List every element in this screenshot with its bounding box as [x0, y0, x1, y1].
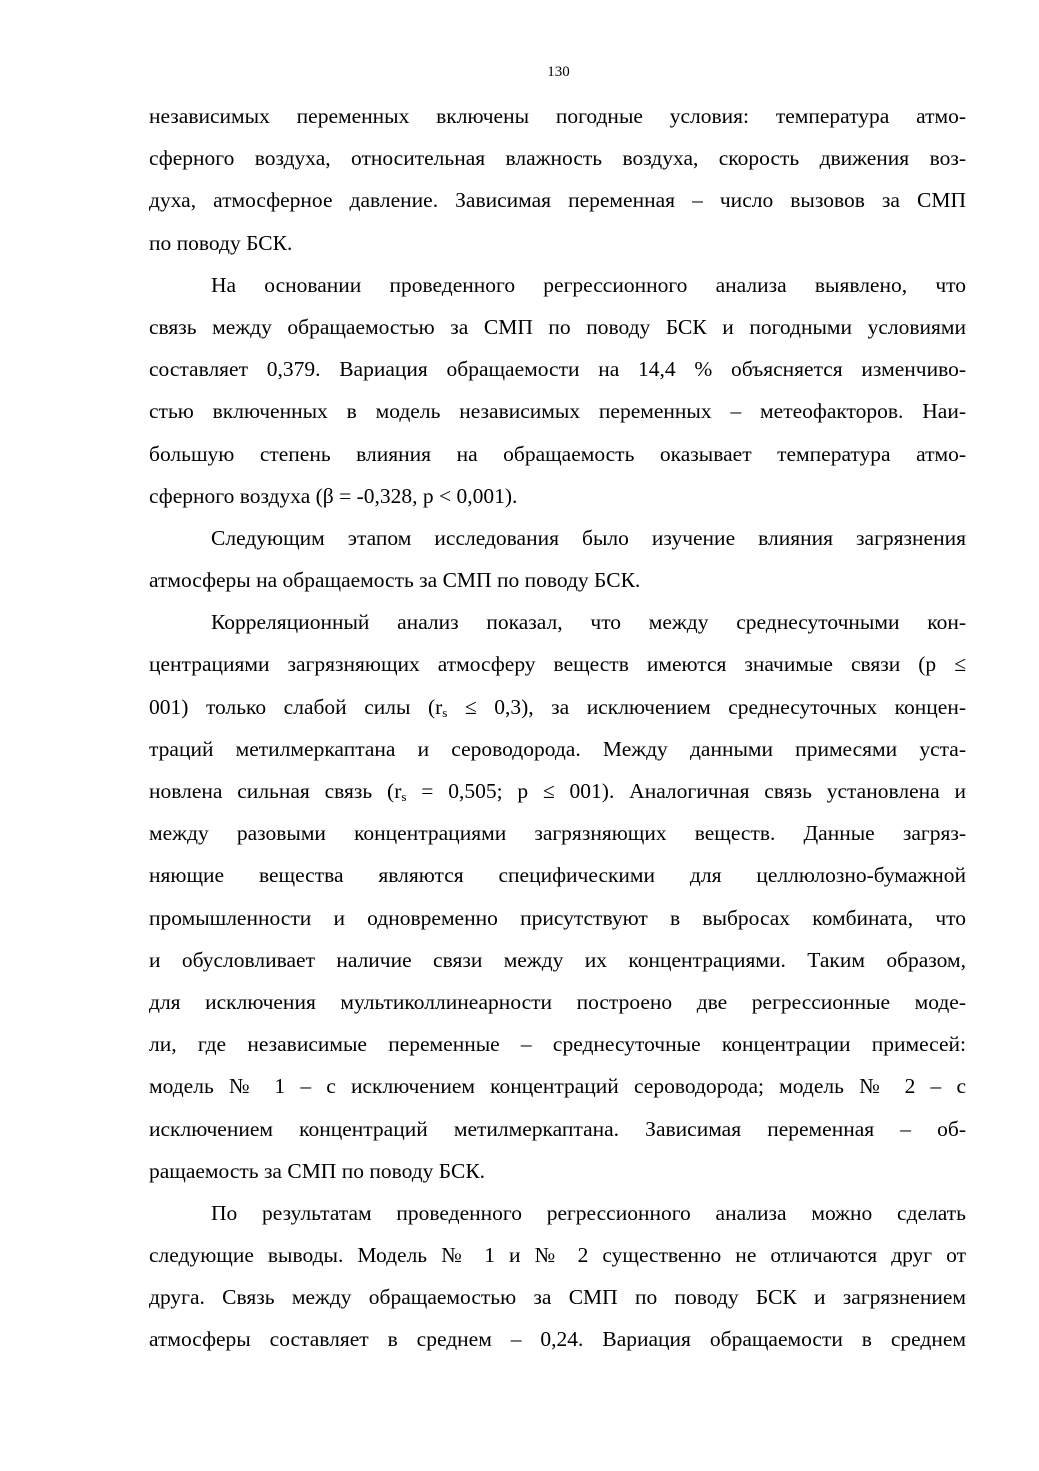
text-segment: ≤ 0,3), за исключением среднесуточных концен-	[447, 694, 966, 719]
text-line: стью включенных в модель независимых переменных – метеофакторов. Наи-	[149, 399, 966, 424]
text-line: составляет 0,379. Вариация обращаемости на 14,4 % объясняется изменчиво-	[149, 357, 966, 382]
text-line: сферного воздуха (β = -0,328, р < 0,001).	[149, 483, 518, 508]
text-line: по поводу БСК.	[149, 230, 293, 255]
text-line	[149, 770, 966, 812]
text-line: атмосферы составляет в среднем – 0,24. Вариация обращаемости в среднем	[149, 1327, 966, 1352]
document-body	[149, 95, 966, 1361]
subscript: s	[442, 704, 448, 720]
text-line: Корреляционный анализ показал, что между среднесуточными кон-	[211, 610, 966, 635]
text-line: связь между обращаемостью за СМП по поводу БСК и погодными условиями	[149, 314, 966, 339]
subscript: s	[401, 789, 407, 804]
text-line: ли, где независимые переменные – среднесуточные концентрации примесей:	[149, 1032, 966, 1057]
text-line: большую степень влияния на обращаемость оказывает температура атмо-	[149, 441, 966, 466]
text-line: друга. Связь между обращаемостью за СМП по поводу БСК и загрязнением	[149, 1285, 966, 1310]
text-line: траций метилмеркаптана и сероводорода. Между данными примесями уста-	[149, 736, 966, 761]
text-line: модель № 1 – с исключением концентраций сероводорода; модель № 2 – с	[149, 1074, 966, 1099]
text-line: исключением концентраций метилмеркаптана. Зависимая переменная – об-	[149, 1116, 966, 1141]
text-line: независимых переменных включены погодные условия: температура атмо-	[149, 104, 966, 128]
text-line	[149, 686, 966, 728]
text-line: для исключения мультиколлинеарности построено две регрессионные моде-	[149, 989, 966, 1014]
text-line: няющие вещества являются специфическими для целлюлозно-бумажной	[149, 863, 966, 888]
text-line: и обусловливает наличие связи между их концентрациями. Таким образом,	[149, 947, 966, 972]
text-line: сферного воздуха, относительная влажность воздуха, скорость движения воз-	[149, 146, 966, 171]
text-line: центрациями загрязняющих атмосферу веществ имеются значимые связи (р ≤	[149, 652, 966, 677]
text-line: промышленности и одновременно присутствуют в выбросах комбината, что	[149, 905, 966, 930]
page-number: 130	[547, 64, 570, 80]
text-segment: 001) только слабой силы (r	[149, 694, 443, 719]
text-line: Следующим этапом исследования было изучение влияния загрязнения	[211, 525, 966, 550]
text-segment: новлена сильная связь (r	[149, 779, 402, 803]
text-line: духа, атмосферное давление. Зависимая переменная – число вызовов за СМП	[149, 188, 966, 213]
text-line: На основании проведенного регрессионного анализа выявлено, что	[211, 272, 966, 297]
text-segment: = 0,505; р ≤ 001). Аналогичная связь установлена и	[406, 779, 966, 803]
text-line: По результатам проведенного регрессионного анализа можно сделать	[211, 1200, 966, 1225]
text-line: ращаемость за СМП по поводу БСК.	[149, 1158, 486, 1183]
text-line: между разовыми концентрациями загрязняющих веществ. Данные загряз-	[149, 821, 966, 846]
text-line: атмосферы на обращаемость за СМП по поводу БСК.	[149, 568, 641, 593]
text-line: следующие выводы. Модель № 1 и № 2 существенно не отличаются друг от	[149, 1243, 966, 1268]
